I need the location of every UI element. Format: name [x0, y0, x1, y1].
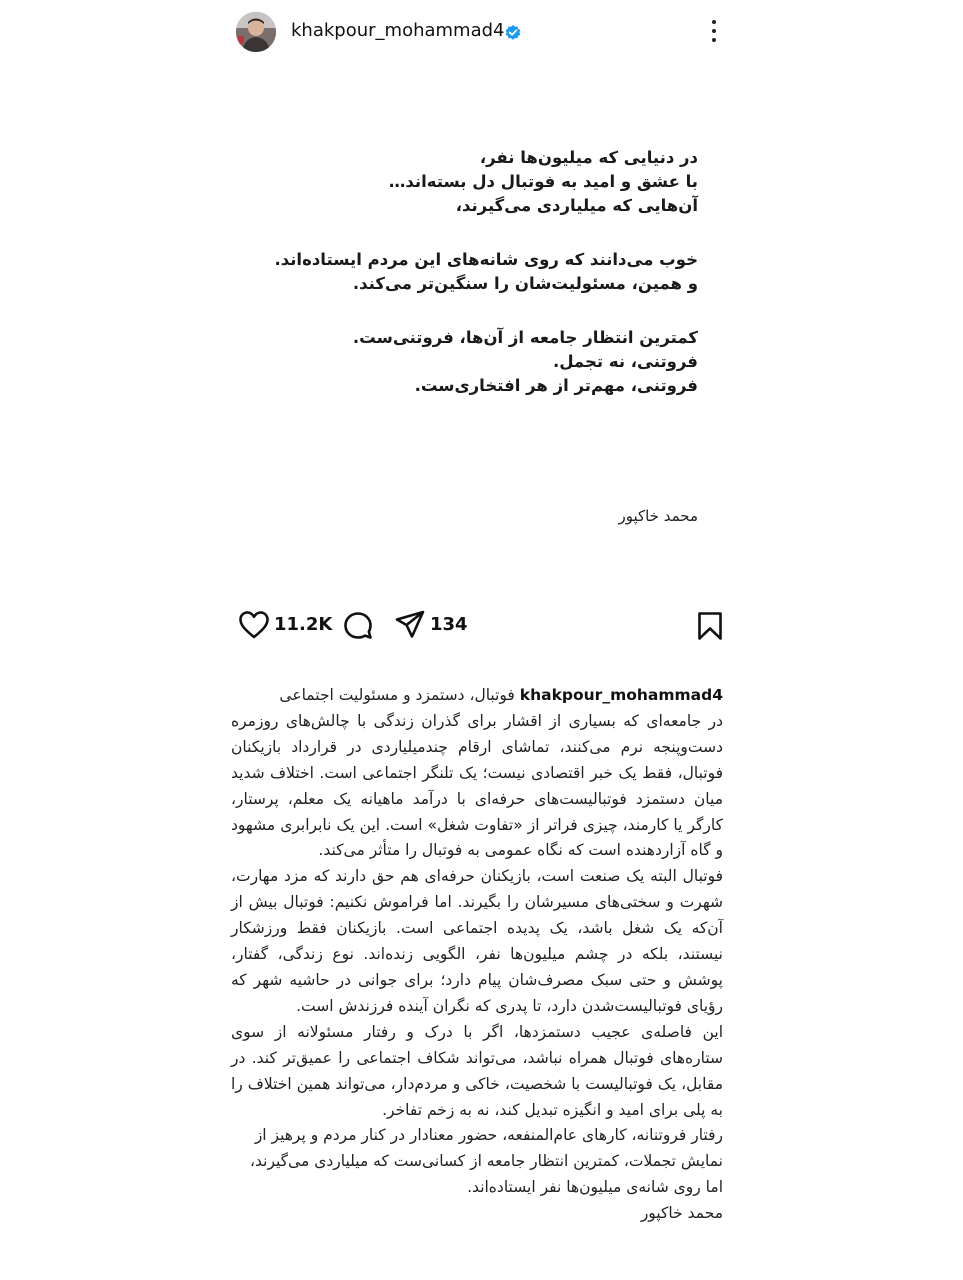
avatar-image [236, 12, 276, 52]
avatar[interactable] [236, 12, 276, 52]
action-bar [236, 604, 728, 646]
caption-paragraph: این فاصله‌ی عجیب دستمزدها، اگر با درک و رفتار مسئولانه از سوی ستاره‌های فوتبال همراه نباشد، می‌تواند شکاف اجتماعی را عمیق‌تر کند. در مقابل، یک فوتبالیست با شخصیت، خاکی و مردم‌دار، می‌تواند همین اختلاف را به پلی برای امید و انگیزه تبدیل کند، نه به زخم تفاخر. [231, 1022, 723, 1119]
post-header [236, 12, 736, 54]
share-count[interactable]: 134 [430, 614, 468, 635]
caption-paragraph: رفتار فروتنانه، کارهای عام‌المنفعه، حضور معنادار در کنار مردم و پرهیز از نمایش تجملات، کمترین انتظار جامعه از کسانی‌ست که میلیاردی می‌گیرند، اما روی شانه‌ی میلیون‌ها نفر ایستاده‌اند. [250, 1126, 723, 1197]
comment-icon[interactable] [342, 610, 374, 642]
post-paragraph [238, 146, 698, 218]
post-signature: محمد خاکپور [618, 507, 698, 525]
like-count[interactable]: 11.2K [274, 614, 333, 635]
caption-username[interactable]: khakpour_mohammad4 [519, 686, 723, 704]
post-line: در دنیایی که میلیون‌ها نفر، [479, 148, 698, 167]
username[interactable]: khakpour_mohammad4 [291, 20, 505, 41]
post-line: فروتنی، نه تجمل. [552, 352, 698, 371]
post-line: کمترین انتظار جامعه از آن‌ها، فروتنی‌ست. [352, 328, 698, 347]
post-line: با عشق و امید به فوتبال دل بسته‌اند… [388, 172, 698, 191]
post-line: و همین، مسئولیت‌شان را سنگین‌تر می‌کند. [352, 274, 698, 293]
post-line: خوب می‌دانند که روی شانه‌های این مردم ایستاده‌اند. [274, 250, 698, 269]
post-paragraph [238, 248, 698, 296]
caption-signature: محمد خاکپور [640, 1204, 723, 1223]
caption [231, 683, 723, 1227]
like-heart-icon[interactable] [238, 610, 270, 640]
post-paragraph [238, 326, 698, 398]
share-send-icon[interactable] [394, 609, 426, 641]
verified-badge-icon [504, 24, 522, 42]
caption-title: فوتبال، دستمزد و مسئولیت اجتماعی [279, 686, 515, 704]
save-bookmark-icon[interactable] [696, 610, 724, 642]
post-line: آن‌هایی که میلیاردی می‌گیرند، [455, 196, 698, 215]
caption-paragraph: فوتبال البته یک صنعت است، بازیکنان حرفه‌ای هم حق دارند که مزد مهارت، شهرت و سختی‌های مسیرشان را بگیرند. اما فراموش نکنیم: فوتبال بیش از آن‌که یک شغل باشد، یک پدیده اجتماعی است. بازیکنان فقط ورزشکار نیستند، بلکه در چشم میلیون‌ها نفر، الگویی زنده‌اند. نوع زندگی، گفتار، پوشش و حتی سبک مصرف‌شان پیام دارد؛ برای جوانی در حاشیه شهر که رؤیای فوتبالیست‌شدن دارد، تا پدری که نگران آینده فرزندش است. [231, 867, 723, 1015]
caption-paragraph: در جامعه‌ای که بسیاری از اقشار برای گذران زندگی با چالش‌های روزمره دست‌وپنجه نرم می‌کنند، تماشای ارقام چندمیلیاردی در قرارداد بازیکنان فوتبال، فقط یک خبر اقتصادی نیست؛ یک تلنگر اجتماعی است. اختلاف شدید میان دستمزد فوتبالیست‌های حرفه‌ای با درآمد ماهیانه یک معلم، پرستار، کارگر یا کارمند، چیزی فراتر از «تفاوت شغل» است. این یک نابرابری مشهود و گاه آزاردهنده است که نگاه عمومی به فوتبال را متأثر می‌کند. [231, 711, 723, 860]
more-options-icon[interactable] [708, 20, 720, 46]
post-line: فروتنی، مهم‌تر از هر افتخاری‌ست. [414, 376, 698, 395]
post-image-text [238, 146, 698, 428]
